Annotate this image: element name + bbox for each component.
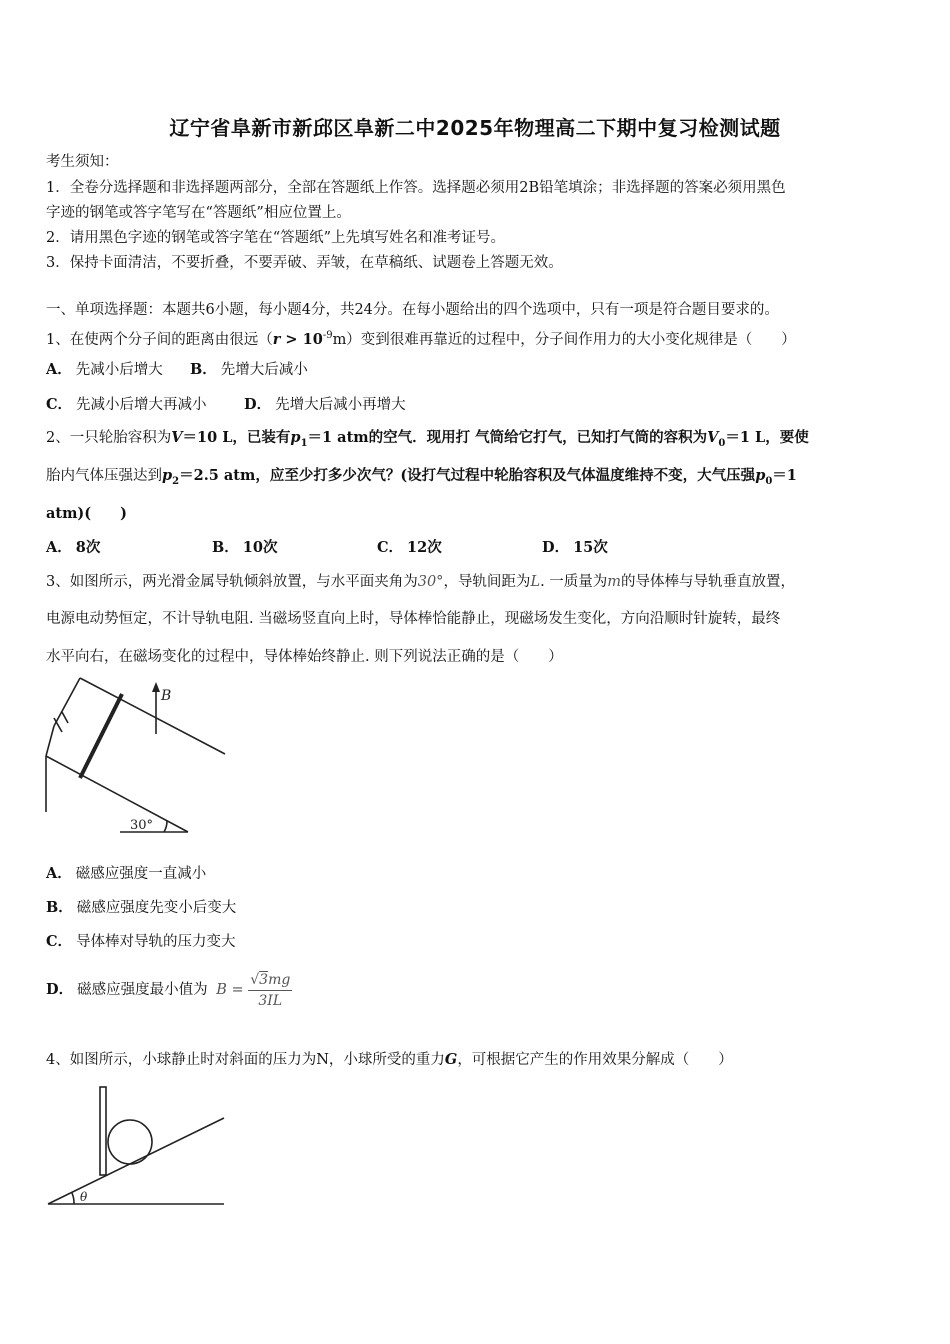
notice-item-1: 1．全卷分选择题和非选择题两部分，全部在答题纸上作答。选择题必须用2B铅笔填涂；非选择题的答案必须用黑色 [46, 180, 786, 196]
q3-fig-rail-bottom [46, 756, 188, 832]
notice-item-3: 3．保持卡面清洁，不要折叠，不要弄破、弄皱，在草稿纸、试题卷上答题无效。 [46, 255, 563, 271]
q2-var-v: V [171, 429, 183, 446]
q3-option-d-label: D． [46, 981, 74, 998]
q3-formula-denominator: 3IL [258, 992, 283, 1009]
q3-option-a[interactable] [46, 864, 206, 884]
q2-var-p1: p [290, 429, 301, 446]
question-3-line-1 [46, 572, 795, 592]
q1-option-d[interactable] [244, 395, 406, 415]
question-3-line-3: 水平向右，在磁场变化的过程中，导体棒始终静止. 则下列说法正确的是（ ） [46, 649, 563, 665]
q3-text-c: . 一质量为 [540, 574, 608, 590]
q3-text-b: ，导轨间距为 [443, 574, 531, 590]
q2-option-a-label: A． [46, 539, 72, 556]
q2-option-b-text: 10次 [242, 539, 278, 556]
q4-text-a: 4、如图所示，小球静止时对斜面的压力为N，小球所受的重力 [46, 1052, 445, 1068]
q3-option-b-text: 磁感应强度先变小后变大 [76, 900, 237, 916]
q4-var-g: G [444, 1051, 458, 1068]
q3-var-l: L [530, 574, 541, 590]
q2-text-g: ＝1 [772, 467, 797, 484]
q2-var-v0: V [707, 429, 719, 446]
q3-formula-sqrt-arg: 3 [259, 971, 269, 988]
q1-option-b[interactable] [190, 360, 308, 380]
q2-option-d-text: 15次 [573, 539, 608, 556]
q3-fig-rail-top [80, 678, 225, 754]
q2-option-d-label: D． [542, 539, 570, 556]
question-3-line-2: 电源电动势恒定，不计导轨电阻. 当磁场竖直向上时，导体棒恰能静止，现磁场发生变化，方向沿顺时针旋转，最终 [46, 611, 781, 627]
q1-option-d-label: D． [244, 396, 272, 413]
q3-text-a: 3、如图所示，两光滑金属导轨倾斜放置，与水平面夹角为 [46, 574, 418, 590]
q3-formula-num-rest: mg [268, 971, 291, 988]
question-4 [46, 1050, 733, 1070]
q4-fig-vertical-board [100, 1087, 106, 1175]
q2-text-c: ＝1 atm的空气．现用打 气筒给它打气，已知打气筒的容积为 [307, 429, 708, 446]
notice-heading: 考生须知： [46, 154, 119, 170]
q3-option-a-label: A． [46, 865, 72, 882]
sqrt-icon: √ [250, 971, 260, 988]
q3-fig-battery-short [62, 712, 68, 723]
q2-option-a[interactable] [46, 538, 100, 558]
q3-figure-inclined-rails [40, 676, 240, 838]
q3-option-c-label: C． [46, 933, 73, 950]
notice-item-2: 2．请用黑色字迹的钢笔或答字笔在“答题纸”上先填写姓名和准考证号。 [46, 230, 506, 246]
q3-text-d: 的导体棒与导轨垂直放置， [621, 574, 796, 590]
q1-option-c[interactable] [46, 395, 207, 415]
q2-sub-p0: 0 [765, 475, 773, 487]
q1-option-c-label: C． [46, 396, 73, 413]
q3-var-m: m [607, 574, 622, 590]
question-1 [46, 326, 796, 350]
q2-option-c-text: 12次 [407, 539, 442, 556]
q1-option-a-label: A． [46, 361, 72, 378]
q1-post: m）变到很难再靠近的过程中，分子间作用力的大小变化规律是（ ） [332, 331, 796, 348]
question-2-line-2 [46, 466, 797, 492]
q3-option-a-text: 磁感应强度一直减小 [75, 866, 207, 882]
q1-exp: -9 [322, 330, 333, 341]
q3-option-b-label: B． [46, 899, 73, 916]
q4-fig-theta-label: θ [80, 1190, 88, 1204]
q1-option-c-text: 先减小后增大再减小 [76, 397, 207, 413]
q3-option-b[interactable] [46, 898, 236, 918]
q3-fig-b-label: B [161, 688, 172, 704]
q3-option-c[interactable] [46, 932, 236, 952]
q4-fig-ball [108, 1120, 152, 1164]
q3-fig-conductor-rod [80, 694, 122, 778]
q1-gt: > 10 [280, 330, 323, 348]
q3-fig-angle-arc [164, 821, 167, 832]
q3-fig-angle-label: 30° [130, 818, 154, 833]
q2-var-p0: p [755, 467, 766, 484]
q2-text-a: 2、一只轮胎容积为 [46, 430, 172, 446]
q1-option-b-text: 先增大后减小 [220, 362, 308, 378]
q2-option-d[interactable] [542, 538, 608, 558]
q4-text-b: ，可根据它产生的作用效果分解成（ ） [457, 1052, 733, 1068]
q2-var-p2: p [162, 467, 173, 484]
q2-sub-2: 2 [172, 475, 180, 487]
q2-option-c-label: C． [377, 539, 404, 556]
q3-angle: 30° [417, 574, 444, 590]
q2-sub-1: 1 [300, 437, 308, 449]
question-2-line-1 [46, 428, 809, 454]
q3-fig-b-arrowhead [152, 682, 160, 692]
q3-fig-wire-up [46, 726, 54, 756]
q3-formula-fraction [248, 970, 292, 1011]
q4-figure-ball-on-incline [44, 1084, 234, 1212]
q1-option-d-text: 先增大后减小再增大 [275, 397, 406, 413]
section-heading: 一、单项选择题：本题共6小题，每小题4分，共24分。在每小题给出的四个选项中，只有一项是符合题目要求的。 [46, 302, 779, 318]
q2-option-c[interactable] [377, 538, 442, 558]
q2-sub-0: 0 [718, 437, 726, 449]
question-2-line-3: atm)( ) [46, 505, 128, 522]
q2-text-d: ＝1 L，要使 [725, 429, 809, 446]
q1-option-a-text: 先减小后增大 [75, 362, 163, 378]
q2-option-b-label: B． [212, 539, 239, 556]
q3-formula-numerator [248, 970, 292, 991]
q3-option-c-text: 导体棒对导轨的压力变大 [76, 934, 236, 950]
q2-text-b: ＝10 L，已装有 [182, 429, 291, 446]
notice-item-1-cont: 字迹的钢笔或答字笔写在“答题纸”相应位置上。 [46, 205, 351, 221]
q3-option-d[interactable] [46, 966, 292, 1014]
q3-option-d-text: 磁感应强度最小值为 [77, 982, 208, 998]
q1-option-b-label: B． [190, 361, 217, 378]
q1-pre: 1、在使两个分子间的距离由很远（ [46, 331, 273, 348]
q2-text-e: 胎内气体压强达到 [46, 468, 162, 484]
q2-text-f: ＝2.5 atm，应至少打多少次气？(设打气过程中轮胎容积及气体温度维持不变，大气压强 [179, 467, 756, 484]
q2-option-b[interactable] [212, 538, 277, 558]
q4-fig-angle-arc [72, 1193, 74, 1204]
q3-fig-wire-top [54, 678, 80, 726]
q2-option-a-text: 8次 [75, 539, 101, 556]
q1-r: r [272, 330, 281, 348]
q1-option-a[interactable] [46, 360, 163, 380]
page-title: 辽宁省阜新市新邱区阜新二中2025年物理高二下期中复习检测试题 [169, 116, 781, 140]
q4-fig-incline [48, 1118, 224, 1204]
q3-formula-lhs: B = [216, 982, 244, 998]
